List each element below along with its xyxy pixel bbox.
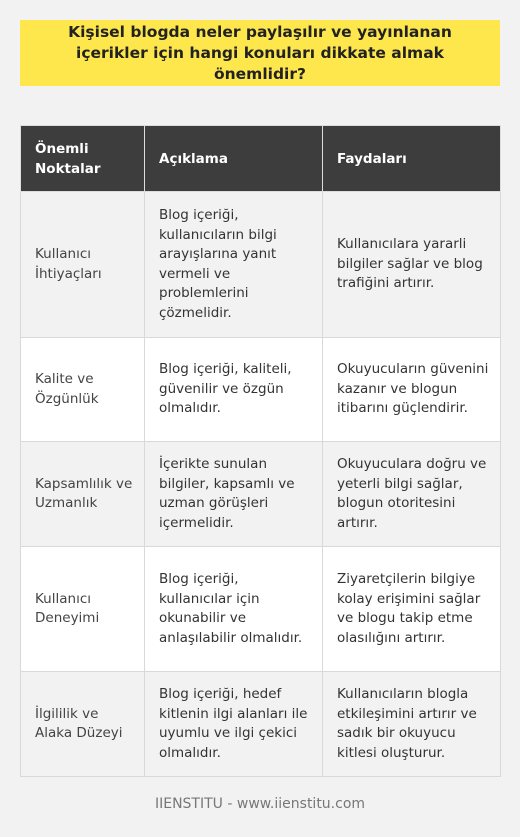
title-banner	[20, 20, 500, 86]
table-row	[21, 192, 501, 338]
row-topic: Kullanıcı Deneyimi	[21, 547, 145, 672]
page-title: Kişisel blogda neler paylaşılır ve yayınlanan içerikler için hangi konuları dikkate almak önemlidir?	[68, 22, 452, 83]
row-benefit: Okuyuculara doğru ve yeterli bilgi sağlar, blogun otoritesini artırır.	[323, 442, 501, 547]
row-benefit: Okuyucuların güvenini kazanır ve blogun itibarını güçlendirir.	[323, 338, 501, 442]
row-topic: Kullanıcı İhtiyaçları	[21, 192, 145, 338]
row-description: Blog içeriği, hedef kitlenin ilgi alanları ile uyumlu ve ilgi çekici olmalıdır.	[145, 672, 323, 777]
row-description: Blog içeriği, kullanıcıların bilgi arayışlarına yanıt vermeli ve problemlerini çözmelidir.	[145, 192, 323, 338]
row-description: Blog içeriği, kullanıcılar için okunabilir ve anlaşılabilir olmalıdır.	[145, 547, 323, 672]
footer-credit: IIENSTITU - www.iienstitu.com	[154, 796, 366, 812]
row-benefit: Kullanıcılara yararli bilgiler sağlar ve blog trafiğini artırır.	[323, 192, 501, 338]
header-aciklama: Açıklama	[145, 126, 323, 192]
row-description: Blog içeriği, kaliteli, güvenilir ve özgün olmalıdır.	[145, 338, 323, 442]
row-benefit: Kullanıcıların blogla etkileşimini artırır ve sadık bir okuyucu kitlesi oluşturur.	[323, 672, 501, 777]
table-row	[21, 672, 501, 777]
row-topic: Kalite ve Özgünlük	[21, 338, 145, 442]
row-topic: İlgililik ve Alaka Düzeyi	[21, 672, 145, 777]
header-faydalari: Faydaları	[323, 126, 501, 192]
row-benefit: Ziyaretçilerin bilgiye kolay erişimini sağlar ve blogu takip etme olasılığını artırır.	[323, 547, 501, 672]
table-row	[21, 547, 501, 672]
info-table	[20, 125, 501, 777]
table-row	[21, 442, 501, 547]
table-row	[21, 338, 501, 442]
header-onemli-noktalar: Önemli Noktalar	[21, 126, 145, 192]
row-description: İçerikte sunulan bilgiler, kapsamlı ve uzman görüşleri içermelidir.	[145, 442, 323, 547]
row-topic: Kapsamlılık ve Uzmanlık	[21, 442, 145, 547]
table-header-row	[21, 126, 501, 192]
